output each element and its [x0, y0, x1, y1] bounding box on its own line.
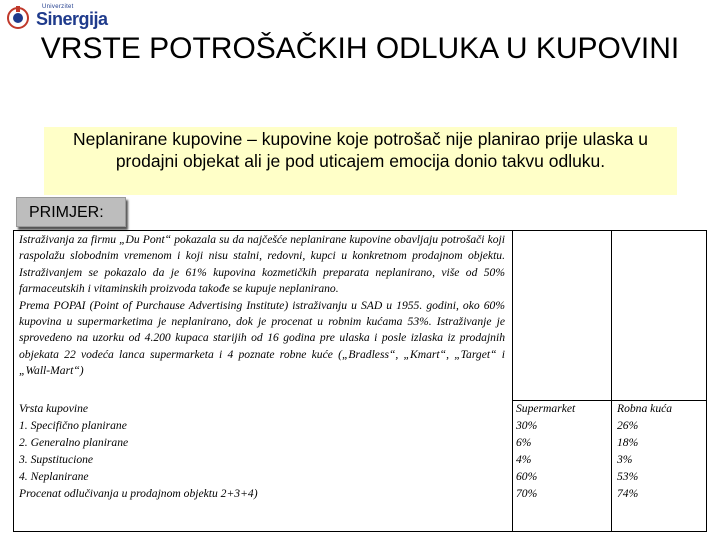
table-label-column — [19, 400, 509, 502]
table-row-label: Procenat odlučivanja u prodajnom objektu 2+3+4) — [19, 487, 258, 500]
table-cell-robna-kuca: 3% — [617, 453, 633, 466]
table-row-label: 1. Specifično planirane — [19, 419, 127, 432]
table-row-label: Vrsta kupovine — [19, 402, 89, 415]
table-cell-robna-kuca: 74% — [617, 487, 639, 500]
table-cell-robna-kuca: 53% — [617, 470, 639, 483]
logo-brand-text: Sinergija — [36, 9, 108, 29]
table-cell-supermarket: 30% — [516, 419, 538, 432]
example-paragraphs — [19, 232, 505, 380]
table-robna-kuca-column — [617, 400, 705, 502]
table-supermarket-column — [516, 400, 606, 502]
logo-emblem-icon — [6, 6, 32, 30]
table-divider-1 — [512, 230, 513, 532]
table-cell-robna-kuca: 18% — [617, 436, 639, 449]
table-row-label: 4. Neplanirane — [19, 470, 89, 483]
university-logo — [6, 4, 108, 30]
paragraph-popai: Prema POPAI (Point of Purchause Advertising Institute) istraživanju u SAD u 1955. godini, oko 60% kupovina u supermarketima je neplanirano, dok je procenat u robnim kućama 53%. Istraživanje je sprovedeno na uzorku od 4.200 kupaca starijih od 16 godina pre ulaska i posle izlaska iz prodajnih objekata 22 vodeća lanca supermarketa i 4 poznate robne kuće („Bradless“, „Kmart“, „Target“ i „Wall-Mart“) — [19, 298, 505, 378]
definition-text: Neplanirane kupovine – kupovine koje potrošač nije planirao prije ulaska u prodajni objekat ali je pod uticajem emocija donio takvu odluku. — [73, 129, 648, 171]
table-divider-2 — [611, 230, 612, 532]
example-label: PRIMJER: — [16, 197, 126, 227]
table-cell-robna-kuca: Robna kuća — [617, 402, 673, 415]
paragraph-dupont: Istraživanja za firmu „Du Pont“ pokazala su da najčešće neplanirane kupovine obavljaju potrošači koji raspolažu slobodnim vremenom i koji nisu stalni, redovni, kupci u konkretnom prodajnom objektu. Istraživanjem se pokazalo da je 61% kupovina kozmetičkih preparata neplanirano, više od 50% farmaceutskih i vitaminskih proizvoda takođe se kupuje neplanirano. — [19, 233, 505, 296]
table-cell-supermarket: Supermarket — [516, 402, 576, 415]
table-cell-supermarket: 6% — [516, 436, 532, 449]
table-cell-supermarket: 70% — [516, 487, 538, 500]
table-row-label: 3. Supstitucione — [19, 453, 94, 466]
table-cell-supermarket: 4% — [516, 453, 532, 466]
table-cell-robna-kuca: 26% — [617, 419, 639, 432]
table-cell-supermarket: 60% — [516, 470, 538, 483]
table-row-label: 2. Generalno planirane — [19, 436, 129, 449]
slide-title: VRSTE POTROŠAČKIH ODLUKA U KUPOVINI — [40, 32, 680, 65]
logo-small-text: Univerzitet — [42, 4, 74, 10]
